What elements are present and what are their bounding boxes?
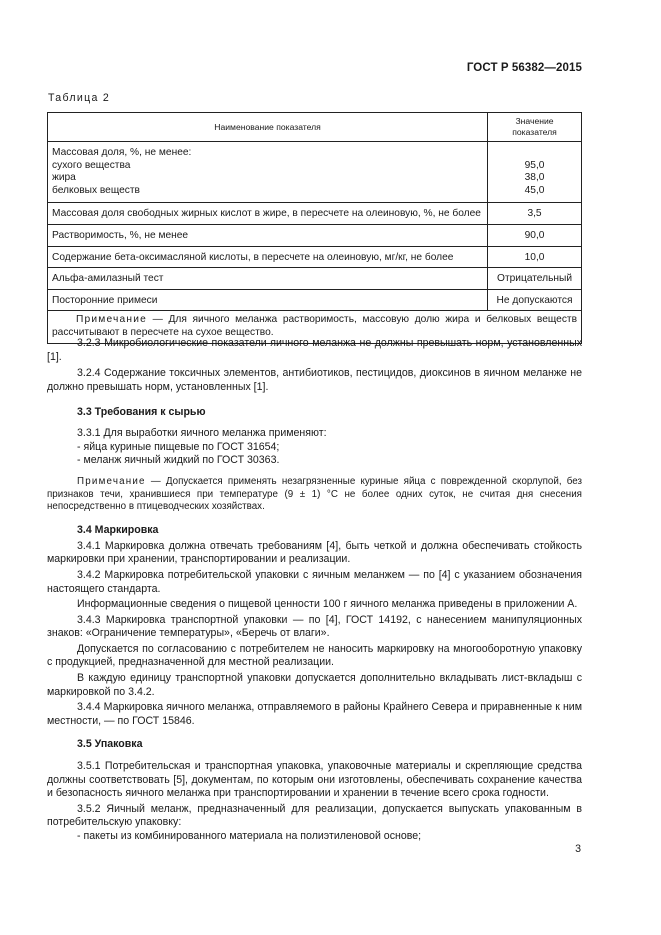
paragraph-3-3-1: 3.3.1 Для выработки яичного меланжа применяют: <box>77 426 327 439</box>
row-name-cell: Массовая доля, %, не менее: сухого вещества жира белковых веществ <box>48 142 488 203</box>
row-value-cell: 95,0 38,0 45,0 <box>488 142 582 203</box>
page-number: 3 <box>575 843 581 855</box>
note-text: — Для яичного меланжа растворимость, массовую долю жира и белковых веществ рассчитывают в пересчете на сухое вещество. <box>52 314 577 338</box>
paragraph-3-4-1: 3.4.1 Маркировка должна отвечать требованиям [4], быть четкой и должна обеспечивать стойкость маркировки при хранении, транспортировании и реализации. <box>47 539 582 566</box>
paragraph-3-4-2: 3.4.2 Маркировка потребительской упаковки с яичным меланжем — по [4] с указанием обозначения настоящего стандарта. <box>47 568 582 595</box>
section-heading-3-5: 3.5 Упаковка <box>77 738 143 751</box>
paragraph-3-5-2: 3.5.2 Яичный меланж, предназначенный для реализации, допускается выпускать упакованным в потребительскую упаковку: <box>47 802 582 829</box>
section-heading-3-3: 3.3 Требования к сырью <box>77 406 206 419</box>
paragraph-3-4-3: 3.4.3 Маркировка транспортной упаковки — по [4], ГОСТ 14192, с нанесением манипуляционных знаков: «Ограничение температуры», «Беречь от влаги». <box>47 613 582 640</box>
table-caption: Таблица 2 <box>48 92 111 104</box>
paragraph-3-4-4: 3.4.4 Маркировка яичного меланжа, отправляемого в районы Крайнего Севера и приравненные к ним местности, — по ГОСТ 15846. <box>47 701 582 727</box>
note-text: — Допускается применять незагрязненные куриные яйца с поврежденной скорлупой, без признаков течи, хранившиеся при температуре (9 ± 1) °С не более одних суток, не считая дня снесения непосредственно в птицеводческих хозяйствах. <box>47 475 582 513</box>
table-row <box>48 289 582 311</box>
row-name-cell: Растворимость, %, не менее <box>48 224 488 246</box>
paragraph-3-5-1: 3.5.1 Потребительская и транспортная упаковка, упаковочные материалы и скрепляющие средства должны соответствовать [5], документам, по которым они изготовлены, обеспечивать сохранение качества и безопасность яичного меланжа при транспортировании и хранении в течение всего срока годности. <box>47 760 582 800</box>
note-label: Примечание <box>77 475 146 487</box>
table-row <box>48 268 582 290</box>
paragraph-3-4-3-c: В каждую единицу транспортной упаковки допускается дополнительно вкладывать лист-вкладыш с маркировкой по 3.4.2. <box>47 672 582 698</box>
header-value-cell: Значение показателя <box>488 113 582 142</box>
row-value-cell: 90,0 <box>488 224 582 246</box>
section-heading-3-4: 3.4 Маркировка <box>77 524 159 537</box>
table-row <box>48 246 582 268</box>
note-3-3 <box>47 476 582 514</box>
row-name-cell: Массовая доля свободных жирных кислот в жире, в пересчете на олеиновую, %, не более <box>48 203 488 225</box>
table-row <box>48 203 582 225</box>
list-item: - меланж яичный жидкий по ГОСТ 30363. <box>77 454 280 467</box>
list-item: - яйца куриные пищевые по ГОСТ 31654; <box>77 440 280 453</box>
note-label: Примечание <box>76 314 147 326</box>
paragraph-3-2-4: 3.2.4 Содержание токсичных элементов, антибиотиков, пестицидов, диоксинов в яичном меланже не должно превышать норм, установленных [1]. <box>47 367 582 393</box>
indicators-table <box>47 112 582 344</box>
paragraph-3-4-3-b: Допускается по согласованию с потребителем не наносить маркировку на многооборотную упаковку с продукцией, предназначенной для местной реализации. <box>47 642 582 669</box>
paragraph-3-4-2-b: Информационные сведения о пищевой ценности 100 г яичного меланжа приведены в приложении А. <box>77 598 578 611</box>
row-value-cell: 10,0 <box>488 246 582 268</box>
table-row <box>48 224 582 246</box>
document-body <box>47 337 582 844</box>
table-row <box>48 142 582 203</box>
paragraph-3-2-3: 3.2.3 Микробиологические показатели яичного меланжа не должны превышать норм, установленных [1]. <box>47 337 582 363</box>
row-name-cell: Посторонние примеси <box>48 289 488 311</box>
row-value-cell: Не допускаются <box>488 289 582 311</box>
row-value-cell: Отрицательный <box>488 268 582 290</box>
row-name-cell: Альфа-амилазный тест <box>48 268 488 290</box>
list-item: - пакеты из комбинированного материала на полиэтиленовой основе; <box>77 830 422 843</box>
document-id: ГОСТ Р 56382—2015 <box>466 62 582 74</box>
row-name-cell: Содержание бета-оксимасляной кислоты, в пересчете на олеиновую, мг/кг, не более <box>48 246 488 268</box>
table-header-row <box>48 113 582 142</box>
row-value-cell: 3,5 <box>488 203 582 225</box>
header-name-cell: Наименование показателя <box>48 113 488 142</box>
